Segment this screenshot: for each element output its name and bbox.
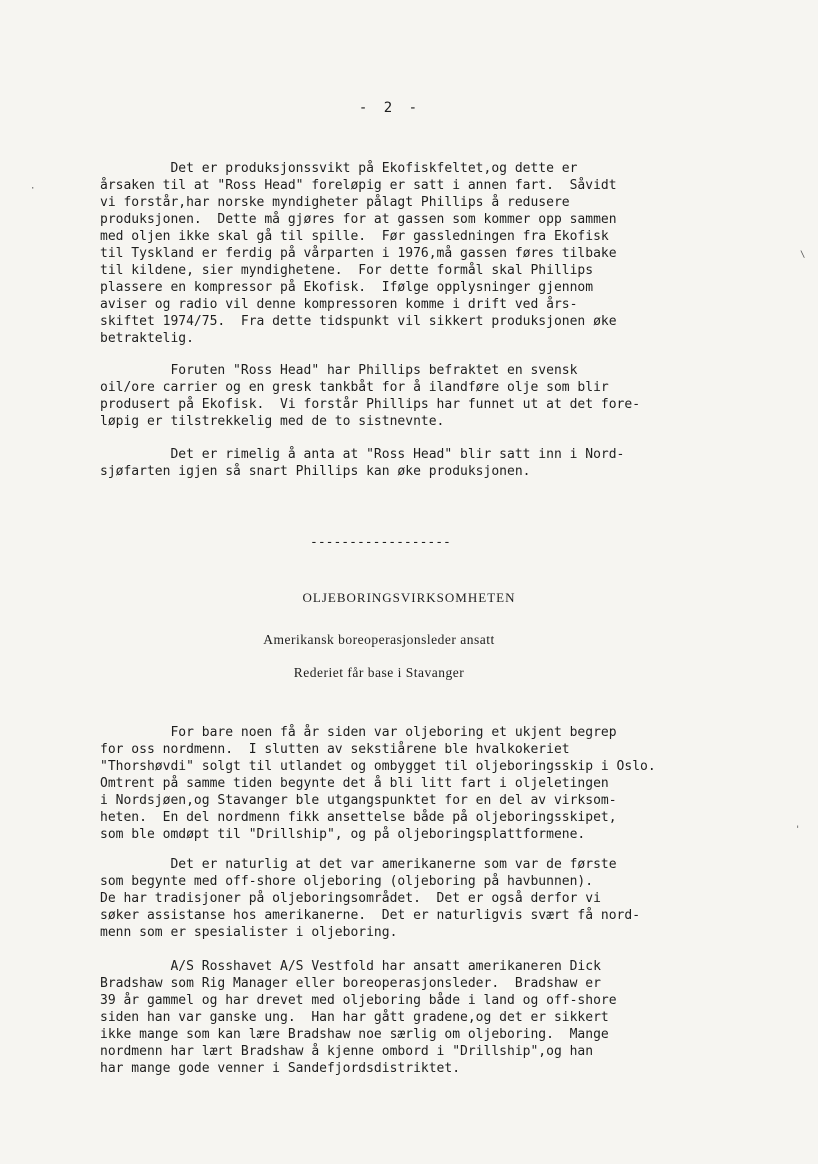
paragraph-return-to-service: Det er rimelig å anta at "Ross Head" blir satt inn i Nord- sjøfarten igjen så snart Phillips kan øke produksjonen. (100, 447, 625, 479)
margin-dot: ' (795, 825, 801, 835)
subtitle-manager-hired: Amerikansk boreoperasjonsleder ansatt (263, 632, 495, 647)
paragraph-production-shortfall: Det er produksjonssvikt på Ekofiskfeltet,og dette er årsaken til at "Ross Head" foreløpig er satt i annen fart. Såvidt vi forstår,har norske myndigheter pålagt Phillips å redusere produksjonen. Dette må gjøres for at gassen som kommer opp sammen med oljen ikke skal gå til spille. Før gassledningen fra Ekofisk til Tyskland er ferdig på vårparten i 1976,må gassen føres tilbake til kildene, sier myndighetene. For dette formål skal Phillips plassere en kompressor på Ekofisk. Ifølge opplysninger gjennom aviser og radio vil denne kompressoren komme i drift ved års- skiftet 1974/75. Fra dette tidspunkt vil sikkert produksjonen øke betraktelig. (100, 161, 617, 346)
page-number: - 2 - (358, 100, 422, 116)
paragraph-chartered-vessels: Foruten "Ross Head" har Phillips befraktet en svensk oil/ore carrier og en gresk tankbåt for å ilandføre olje som blir produsert på Ekofisk. Vi forstår Phillips har funnet ut at det fore- løpig er tilstrekkelig med de to sistnevnte. (100, 363, 641, 429)
paragraph-oil-drilling-history: For bare noen få år siden var oljeboring et ukjent begrep for oss nordmenn. I slutten av sekstiårene ble hvalkokeriet "Thorshøvdi" solgt til utlandet og ombygget til oljeboringsskip i Oslo. Omtrent på samme tiden begynte det å bli litt fart i oljeletingen i Nordsjøen,og Stavanger ble utgangspunktet for en del av virksom- heten. En del nordmenn fikk ansettelse både på oljeboringsskipet, som ble omdøpt til "Drillship", og på oljeboringsplattformene. (100, 725, 656, 842)
section-title: OLJEBORINGSVIRKSOMHETEN (302, 590, 516, 605)
margin-tick: \ (800, 250, 806, 260)
paragraph-american-offshore: Det er naturlig at det var amerikanerne som var de første som begynte med off-shore oljeboring (oljeboring på havbunnen). De har tradisjoner på oljeboringsområdet. Det er også derfor vi søker assistanse hos amerikanerne. Det er naturligvis svært få nord- menn som er spesialister i oljeboring. (100, 857, 641, 940)
section-divider: ------------------ (310, 535, 451, 550)
subtitle-stavanger-base: Rederiet får base i Stavanger (293, 665, 465, 680)
margin-dot: · (30, 184, 36, 194)
paragraph-bradshaw-hired: A/S Rosshavet A/S Vestfold har ansatt amerikaneren Dick Bradshaw som Rig Manager eller boreoperasjonsleder. Bradshaw er 39 år gammel og har drevet med oljeboring både i land og off-shore siden han var ganske ung. Han har gått gradene,og det er sikkert ikke mange som kan lære Bradshaw noe særlig om oljeboring. Mange nordmenn har lært Bradshaw å kjenne ombord i "Drillship",og han har mange gode venner i Sandefjordsdistriktet. (100, 959, 617, 1076)
